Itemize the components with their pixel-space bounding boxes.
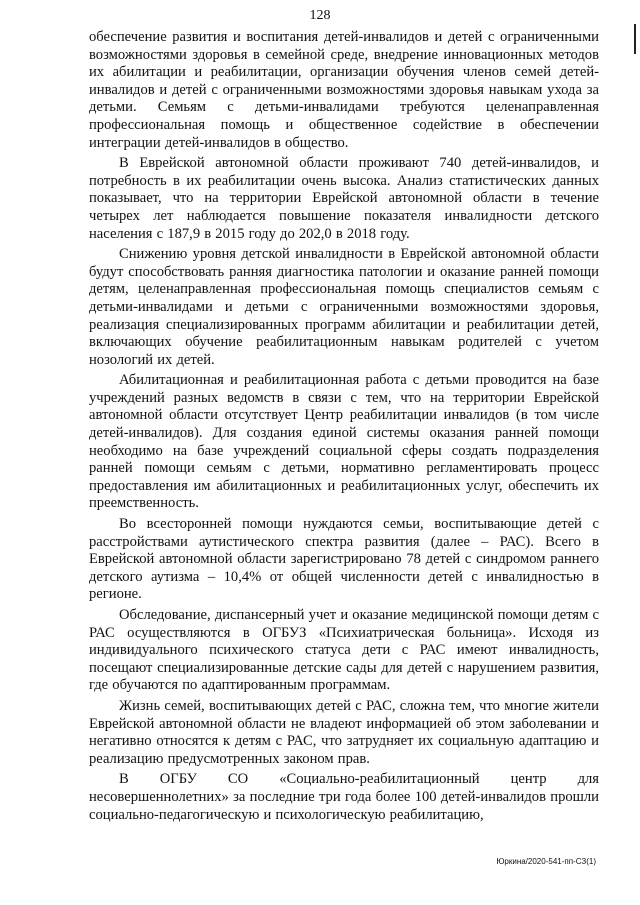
paragraph-7: Жизнь семей, воспитывающих детей с РАС, сложна тем, что многие жители Еврейской автономной области не владеют информацией об этом заболевании и негативно относятся к детям с РАС, что затрудняет их социальную адаптацию и реализацию предусмотренных законом прав.	[89, 697, 599, 767]
scan-edge-mark	[634, 24, 636, 54]
paragraph-4: Абилитационная и реабилитационная работа с детьми проводится на базе учреждений разных ведомств в связи с тем, что на территории Еврейской автономной области отсутствует Центр реабилитации инвалидов (в том числе детей-инвалидов). Для создания единой системы оказания ранней помощи необходимо на базе учреждений социальной сферы создать подразделения ранней помощи семьям с детьми, нормативно регламентировать процесс предоставления им абилитационных и реабилитационных услуг, обеспечить их преемственность.	[89, 372, 599, 512]
document-body	[89, 29, 599, 827]
page-number: 128	[309, 8, 331, 23]
paragraph-6: Обследование, диспансерный учет и оказание медицинской помощи детям с РАС осуществляются в ОГБУЗ «Психиатрическая больница». Исходя из индивидуального психического статуса дети с РАС имеют инвалидность, посещают специализированные детские сады для детей с нарушением развития, где обучаются по адаптированным программам.	[89, 607, 599, 694]
paragraph-8: В ОГБУ СО «Социально-реабилитационный центр для несовершеннолетних» за последние три года более 100 детей-инвалидов прошли социально-педагогическую и психологическую реабилитацию,	[89, 771, 599, 823]
document-reference-code: Юркина/2020-541-пп-СЗ(1)	[496, 857, 596, 866]
paragraph-2: В Еврейской автономной области проживают 740 детей-инвалидов, и потребность в их реабилитации очень высока. Анализ статистических данных показывает, что на территории Еврейской автономной области в течение четырех лет наблюдается повышение показателя инвалидности детского населения с 187,9 в 2015 году до 202,0 в 2018 году.	[89, 155, 599, 242]
paragraph-3: Снижению уровня детской инвалидности в Еврейской автономной области будут способствовать ранняя диагностика патологии и оказание ранней помощи детям, целенаправленная профессиональная помощь специалистов семьям с детьми-инвалидами и детьми с ограниченными возможностями здоровья, реализация специализированных программ абилитации и реабилитации детей, включающих обучение реабилитационным навыкам родителей с учетом нозологий их детей.	[89, 246, 599, 368]
paragraph-5: Во всесторонней помощи нуждаются семьи, воспитывающие детей с расстройствами аутистического спектра развития (далее – РАС). Всего в Еврейской автономной области зарегистрировано 78 детей с синдромом раннего детского аутизма – 10,4% от общей численности детей с инвалидностью в регионе.	[89, 516, 599, 603]
paragraph-1: обеспечение развития и воспитания детей-инвалидов и детей с ограниченными возможностями здоровья в семейной среде, внедрение инновационных методов их абилитации и реабилитации, организации обучения членов семей детей-инвалидов и детей с ограниченными возможностями здоровья навыкам ухода за детьми. Семьям с детьми-инвалидами требуются целенаправленная профессиональная помощь и общественное содействие в обеспечении интеграции детей-инвалидов в общество.	[89, 29, 599, 151]
